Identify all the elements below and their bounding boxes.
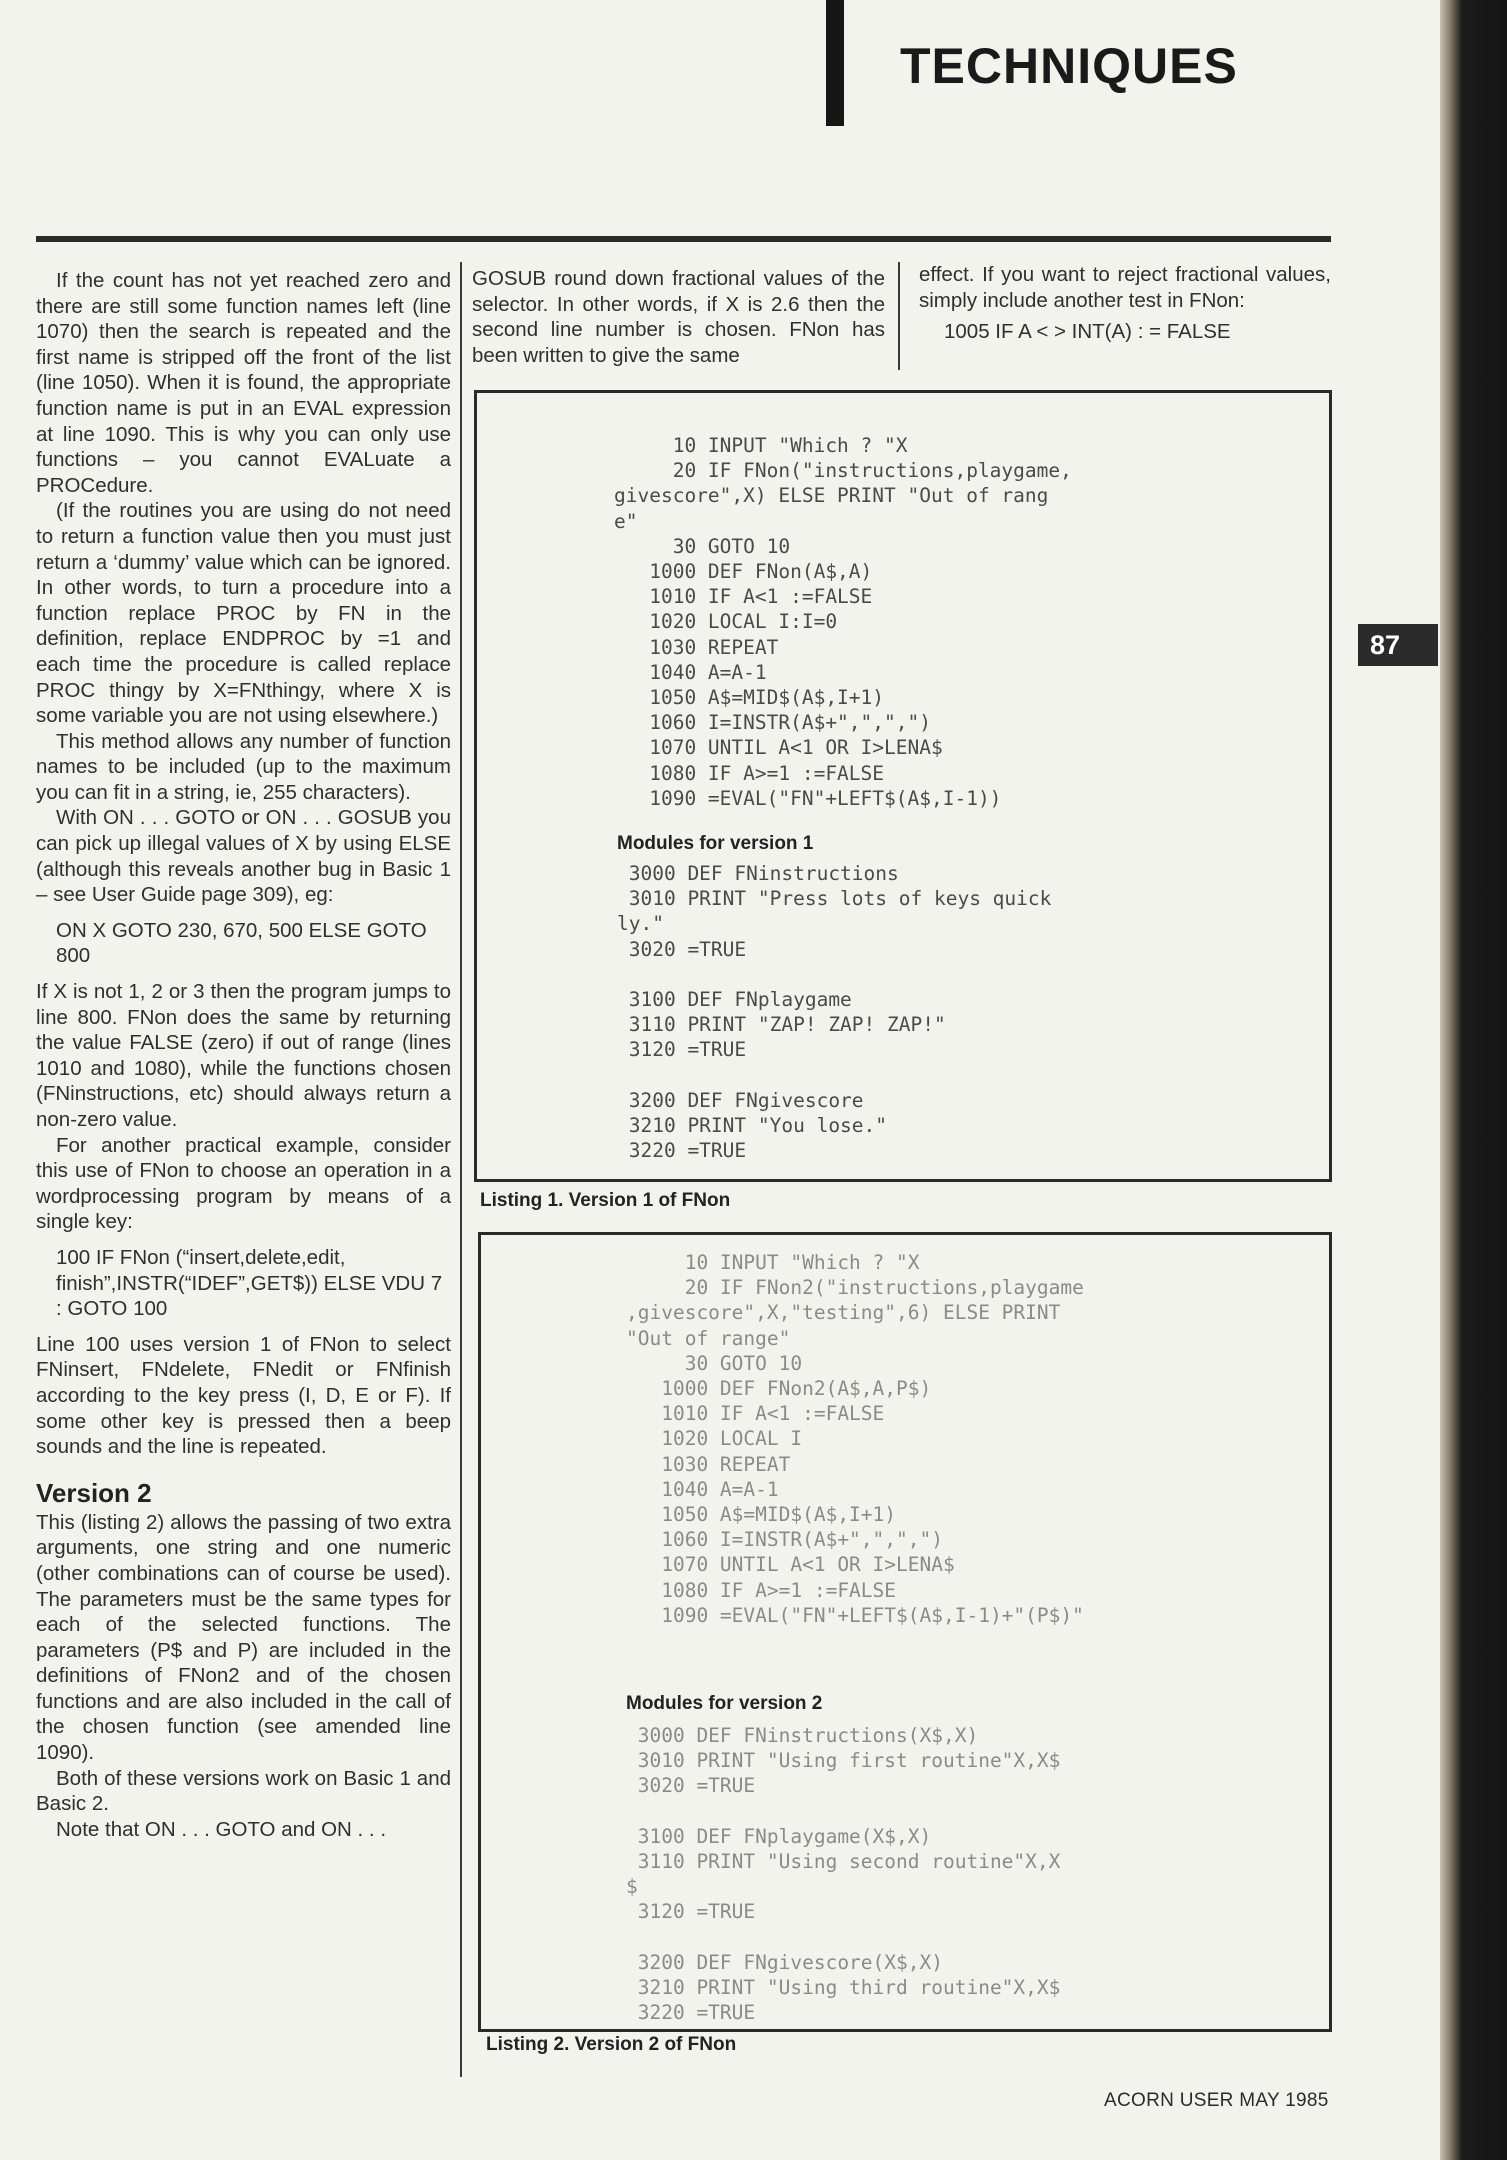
paragraph: This method allows any number of function names to be included (up to the maximum you can fit in a string, ie, 255 characters). — [36, 729, 451, 804]
paragraph: For another practical example, consider this use of FNon to choose an operation in a wordprocessing program by means of a single key: — [36, 1133, 451, 1234]
code-example: ON X GOTO 230, 670, 500 ELSE GOTO 800 — [56, 918, 427, 968]
page-number-tab: 87 — [1358, 624, 1438, 666]
listing-1-modules-title: Modules for version 1 — [617, 833, 814, 854]
listing-1-caption: Listing 1. Version 1 of FNon — [480, 1190, 731, 1211]
article-column-2 — [472, 266, 885, 368]
listing-2-box — [478, 1232, 1332, 2032]
page-title: TECHNIQUES — [900, 38, 1238, 94]
paragraph: effect. If you want to reject fractional values, simply include another test in FNon: — [919, 263, 1331, 312]
footer-issue: ACORN USER MAY 1985 — [1104, 2090, 1329, 2111]
section-heading: Version 2 — [36, 1477, 152, 1508]
column-divider — [460, 262, 462, 2077]
page-edge — [1440, 0, 1507, 2160]
paragraph: Note that ON . . . GOTO and ON . . . — [56, 1817, 387, 1841]
paragraph: GOSUB round down fractional values of the selector. In other words, if X is 2.6 then the second line number is chosen. FNon has been written to give the same — [472, 267, 885, 367]
paragraph: With ON . . . GOTO or ON . . . GOSUB you can pick up illegal values of X by using ELSE (although this reveals another bug in Basic 1 – see User Guide page 309), eg: — [36, 806, 451, 907]
paragraph: If the count has not yet reached zero and there are still some function names left (line 1070) then the search is repeated and the first name is stripped off the front of the list (line 1050). When it is found, the appropriate function name is put in an EVAL expression at line 1090. This is why you can only use functions – you cannot EVALuate a PROCedure. — [36, 269, 451, 497]
paragraph: Line 100 uses version 1 of FNon to select FNinsert, FNdelete, FNedit or FNfinish according to the key press (I, D, E or F). If some other key is pressed then a beep sounds and the line is repeated. — [36, 1332, 451, 1459]
listing-1-modules-code: 3000 DEF FNinstructions 3010 PRINT "Press lots of keys quick ly." 3020 =TRUE 3100 DEF FNplaygame 3110 PRINT "ZAP! ZAP! ZAP!" 3120 =TRUE 3200 DEF FNgivescore 3210 PRINT "You lose." 3220 =TRUE — [617, 862, 1052, 1163]
article-column-3 — [919, 262, 1331, 345]
listing-2-modules-title: Modules for version 2 — [626, 1693, 823, 1714]
listing-2-modules-code: 3000 DEF FNinstructions(X$,X) 3010 PRINT "Using first routine"X,X$ 3020 =TRUE 3100 DEF FNplaygame(X$,X) 3110 PRINT "Using second routine"X,X $ 3120 =TRUE 3200 DEF FNgivescore(X$,X) 3210 PRINT "Using third routine"X,X$ 3220 =TRUE — [626, 1724, 1061, 2025]
header-rule — [36, 236, 1331, 242]
paragraph: (If the routines you are using do not need to return a function value then you must just return a ‘dummy’ value which can be ignored. In other words, to turn a procedure into a function replace PROC by FN in the definition, replace ENDPROC by =1 and each time the procedure is called replace PROC thingy by X=FNthingy, where X is some variable you are not using elsewhere.) — [36, 499, 451, 728]
listing-2-code: 10 INPUT "Which ? "X 20 IF FNon2("instructions,playgame ,givescore",X,"testing",6) ELSE PRINT "Out of range" 30 GOTO 10 1000 DEF FNon2(A$,A,P$) 1010 IF A<1 :=FALSE 1020 LOCAL I 1030 REPEAT 1040 A=A-1 1050 A$=MID$(A$,I+1) 1060 I=INSTR(A$+",",",") 1070 UNTIL A<1 OR I>LENA$ 1080 IF A>=1 :=FALSE 1090 =EVAL("FN"+LEFT$(A$,I-1)+"(P$)" — [626, 1251, 1084, 1627]
listing-1-box — [474, 390, 1332, 1182]
listing-2-caption: Listing 2. Version 2 of FNon — [486, 2034, 737, 2055]
paragraph: If X is not 1, 2 or 3 then the program jumps to line 800. FNon does the same by returning the value FALSE (zero) if out of range (lines 1010 and 1080), while the functions chosen (FNinstructions, etc) should always return a non-zero value. — [36, 980, 451, 1131]
article-column-1 — [36, 268, 451, 1842]
paragraph: This (listing 2) allows the passing of two extra arguments, one string and one numeric (other combinations can of course be used). The parameters must be the same types for each of the selected functions. The parameters (P$ and P) are included in the definitions of FNon2 and of the chosen functions and are also included in the call of the chosen function (see amended line 1090). — [36, 1510, 451, 1765]
header-bar — [826, 0, 844, 126]
code-example: 1005 IF A < > INT(A) : = FALSE — [944, 320, 1231, 344]
listing-1-code: 10 INPUT "Which ? "X 20 IF FNon("instructions,playgame, givescore",X) ELSE PRINT "Out of rang e" 30 GOTO 10 1000 DEF FNon(A$,A) 1010 IF A<1 :=FALSE 1020 LOCAL I:I=0 1030 REPEAT 1040 A=A-1 1050 A$=MID$(A$,I+1) 1060 I=INSTR(A$+",",",") 1070 UNTIL A<1 OR I>LENA$ 1080 IF A>=1 :=FALSE 1090 =EVAL("FN"+LEFT$(A$,I-1)) — [614, 434, 1072, 810]
code-example: 100 IF FNon (“insert,delete,edit, finish”,INSTR(“IDEF”,GET$)) ELSE VDU 7 : GOTO 100 — [56, 1245, 443, 1321]
column-divider — [898, 262, 900, 370]
paragraph: Both of these versions work on Basic 1 and Basic 2. — [36, 1766, 451, 1816]
